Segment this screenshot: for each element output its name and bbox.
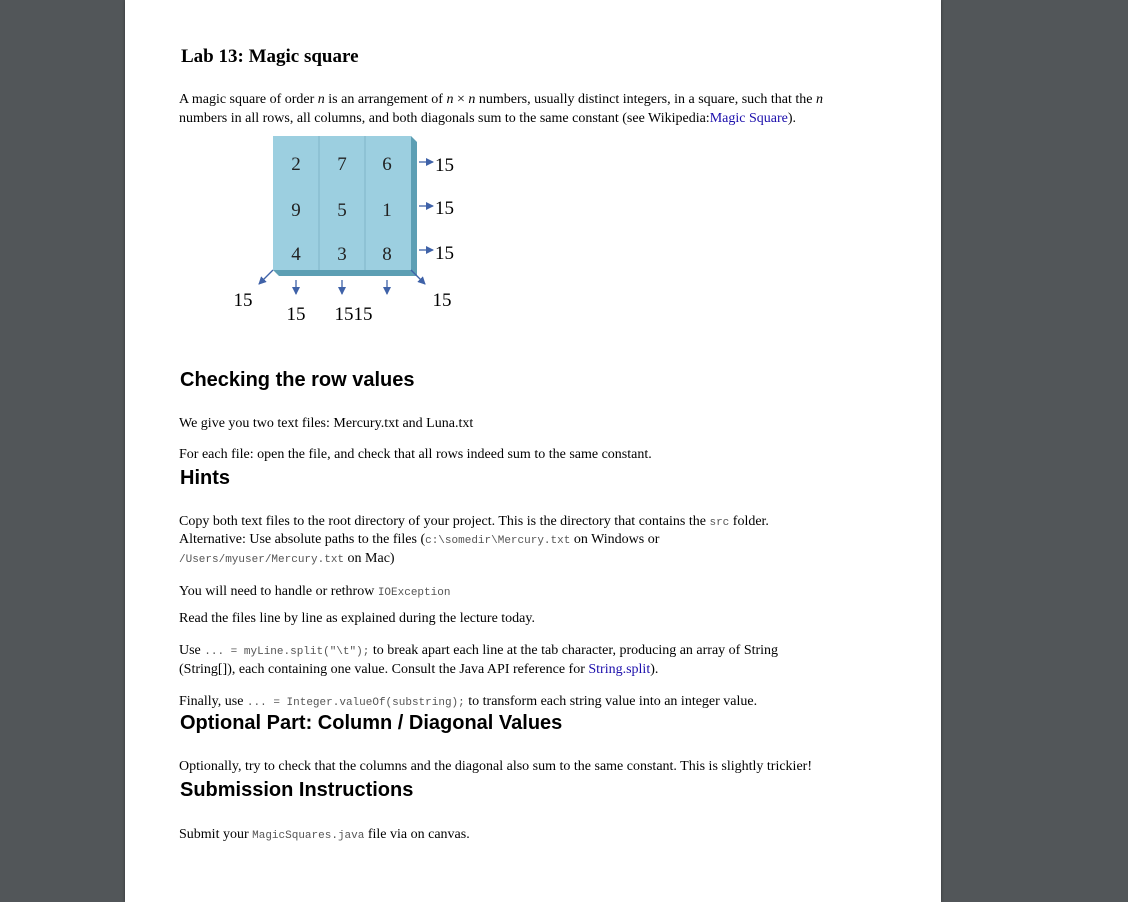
column-sum-1: 15 [334,304,354,325]
hint-text: to break apart each line at the tab character, producing an array of String [369,643,779,658]
row-sum-2: 15 [435,243,454,264]
math-n: n [317,92,325,107]
cell-1-1: 5 [337,200,347,221]
cell-0-0: 2 [291,154,301,175]
hint-text: ). [650,662,659,677]
intro-text: is an arrangement of [324,92,447,107]
hint-text: folder. [729,514,769,529]
section-heading-submission: Submission Instructions [180,779,414,801]
intro-line-1 [179,90,823,109]
hint-text: Use [179,643,205,658]
page-title: Lab 13: Magic square [181,46,359,67]
hint-text: on Windows or [570,532,660,547]
section-heading-checking: Checking the row values [180,369,415,391]
code-src: src [709,517,730,529]
cell-1-2: 1 [382,200,392,221]
code-valueof: ... = Integer.valueOf(substring); [246,697,465,709]
code-windows-path: c:\somedir\Mercury.txt [425,535,571,547]
intro-text: A magic square of order [179,92,318,107]
diagonal-arrow-icon [259,270,273,284]
math-n: n [468,92,476,107]
row-sum-0: 15 [435,155,454,176]
code-split: ... = myLine.split("\t"); [204,646,370,658]
section-heading-hints: Hints [180,467,230,489]
hints-line-3 [179,549,395,570]
hint-text: You will need to handle or rethrow [179,584,378,599]
submission-text: Submit your [179,827,253,842]
diagonal-sum-left: 15 [233,290,253,311]
column-sum-2: 15 [353,304,373,325]
math-times: × [453,92,469,107]
intro-text: ). [787,111,797,126]
hints-line-7 [179,660,658,679]
string-split-link[interactable]: String.split [588,662,651,677]
intro-text: numbers in all rows, all columns, and both diagonals sum to the same constant (see Wikipedia: [179,111,710,126]
cell-2-0: 4 [291,244,301,265]
code-ioexception: IOException [377,587,451,599]
hints-line-5: Read the files line by line as explained during the lecture today. [179,611,535,626]
section-heading-optional: Optional Part: Column / Diagonal Values [180,712,563,734]
magic-square-figure [215,130,515,330]
cell-0-1: 7 [337,154,347,175]
magic-square-link[interactable]: Magic Square [709,111,788,126]
checking-paragraph-1: We give you two text files: Mercury.txt and Luna.txt [179,416,474,431]
square-bottom-edge [273,270,417,276]
code-mac-path: /Users/myuser/Mercury.txt [179,554,345,566]
code-filename: MagicSquares.java [252,830,365,842]
column-sum-0: 15 [286,304,306,325]
submission-paragraph [179,825,470,846]
intro-line-2 [179,109,796,128]
hint-text: to transform each string value into an integer value. [464,694,758,709]
document-page [125,0,941,902]
hints-line-4 [179,582,450,603]
hints-line-8 [179,692,757,713]
hint-text: Copy both text files to the root directory of your project. This is the directory that contains the [179,514,710,529]
hints-line-2 [179,530,659,551]
hint-text: on Mac) [344,551,395,566]
cell-0-2: 6 [382,154,392,175]
hint-text: (String[]), each containing one value. Consult the Java API reference for [179,662,589,677]
diagonal-sum-right: 15 [432,290,452,311]
row-sum-1: 15 [435,198,454,219]
math-n: n [815,92,823,107]
hint-text: Alternative: Use absolute paths to the files ( [179,532,426,547]
square-right-edge [411,136,417,276]
cell-1-0: 9 [291,200,301,221]
math-n: n [446,92,454,107]
hints-line-6 [179,641,778,662]
diagonal-arrow-icon [411,270,425,284]
checking-paragraph-2: For each file: open the file, and check that all rows indeed sum to the same constant. [179,447,652,462]
intro-text: numbers, usually distinct integers, in a square, such that the [475,92,816,107]
optional-paragraph: Optionally, try to check that the columns and the diagonal also sum to the same constant. This is slightly trickier! [179,759,812,774]
cell-2-1: 3 [337,244,347,265]
hint-text: Finally, use [179,694,247,709]
submission-text: file via on canvas. [364,827,470,842]
cell-2-2: 8 [382,244,392,265]
